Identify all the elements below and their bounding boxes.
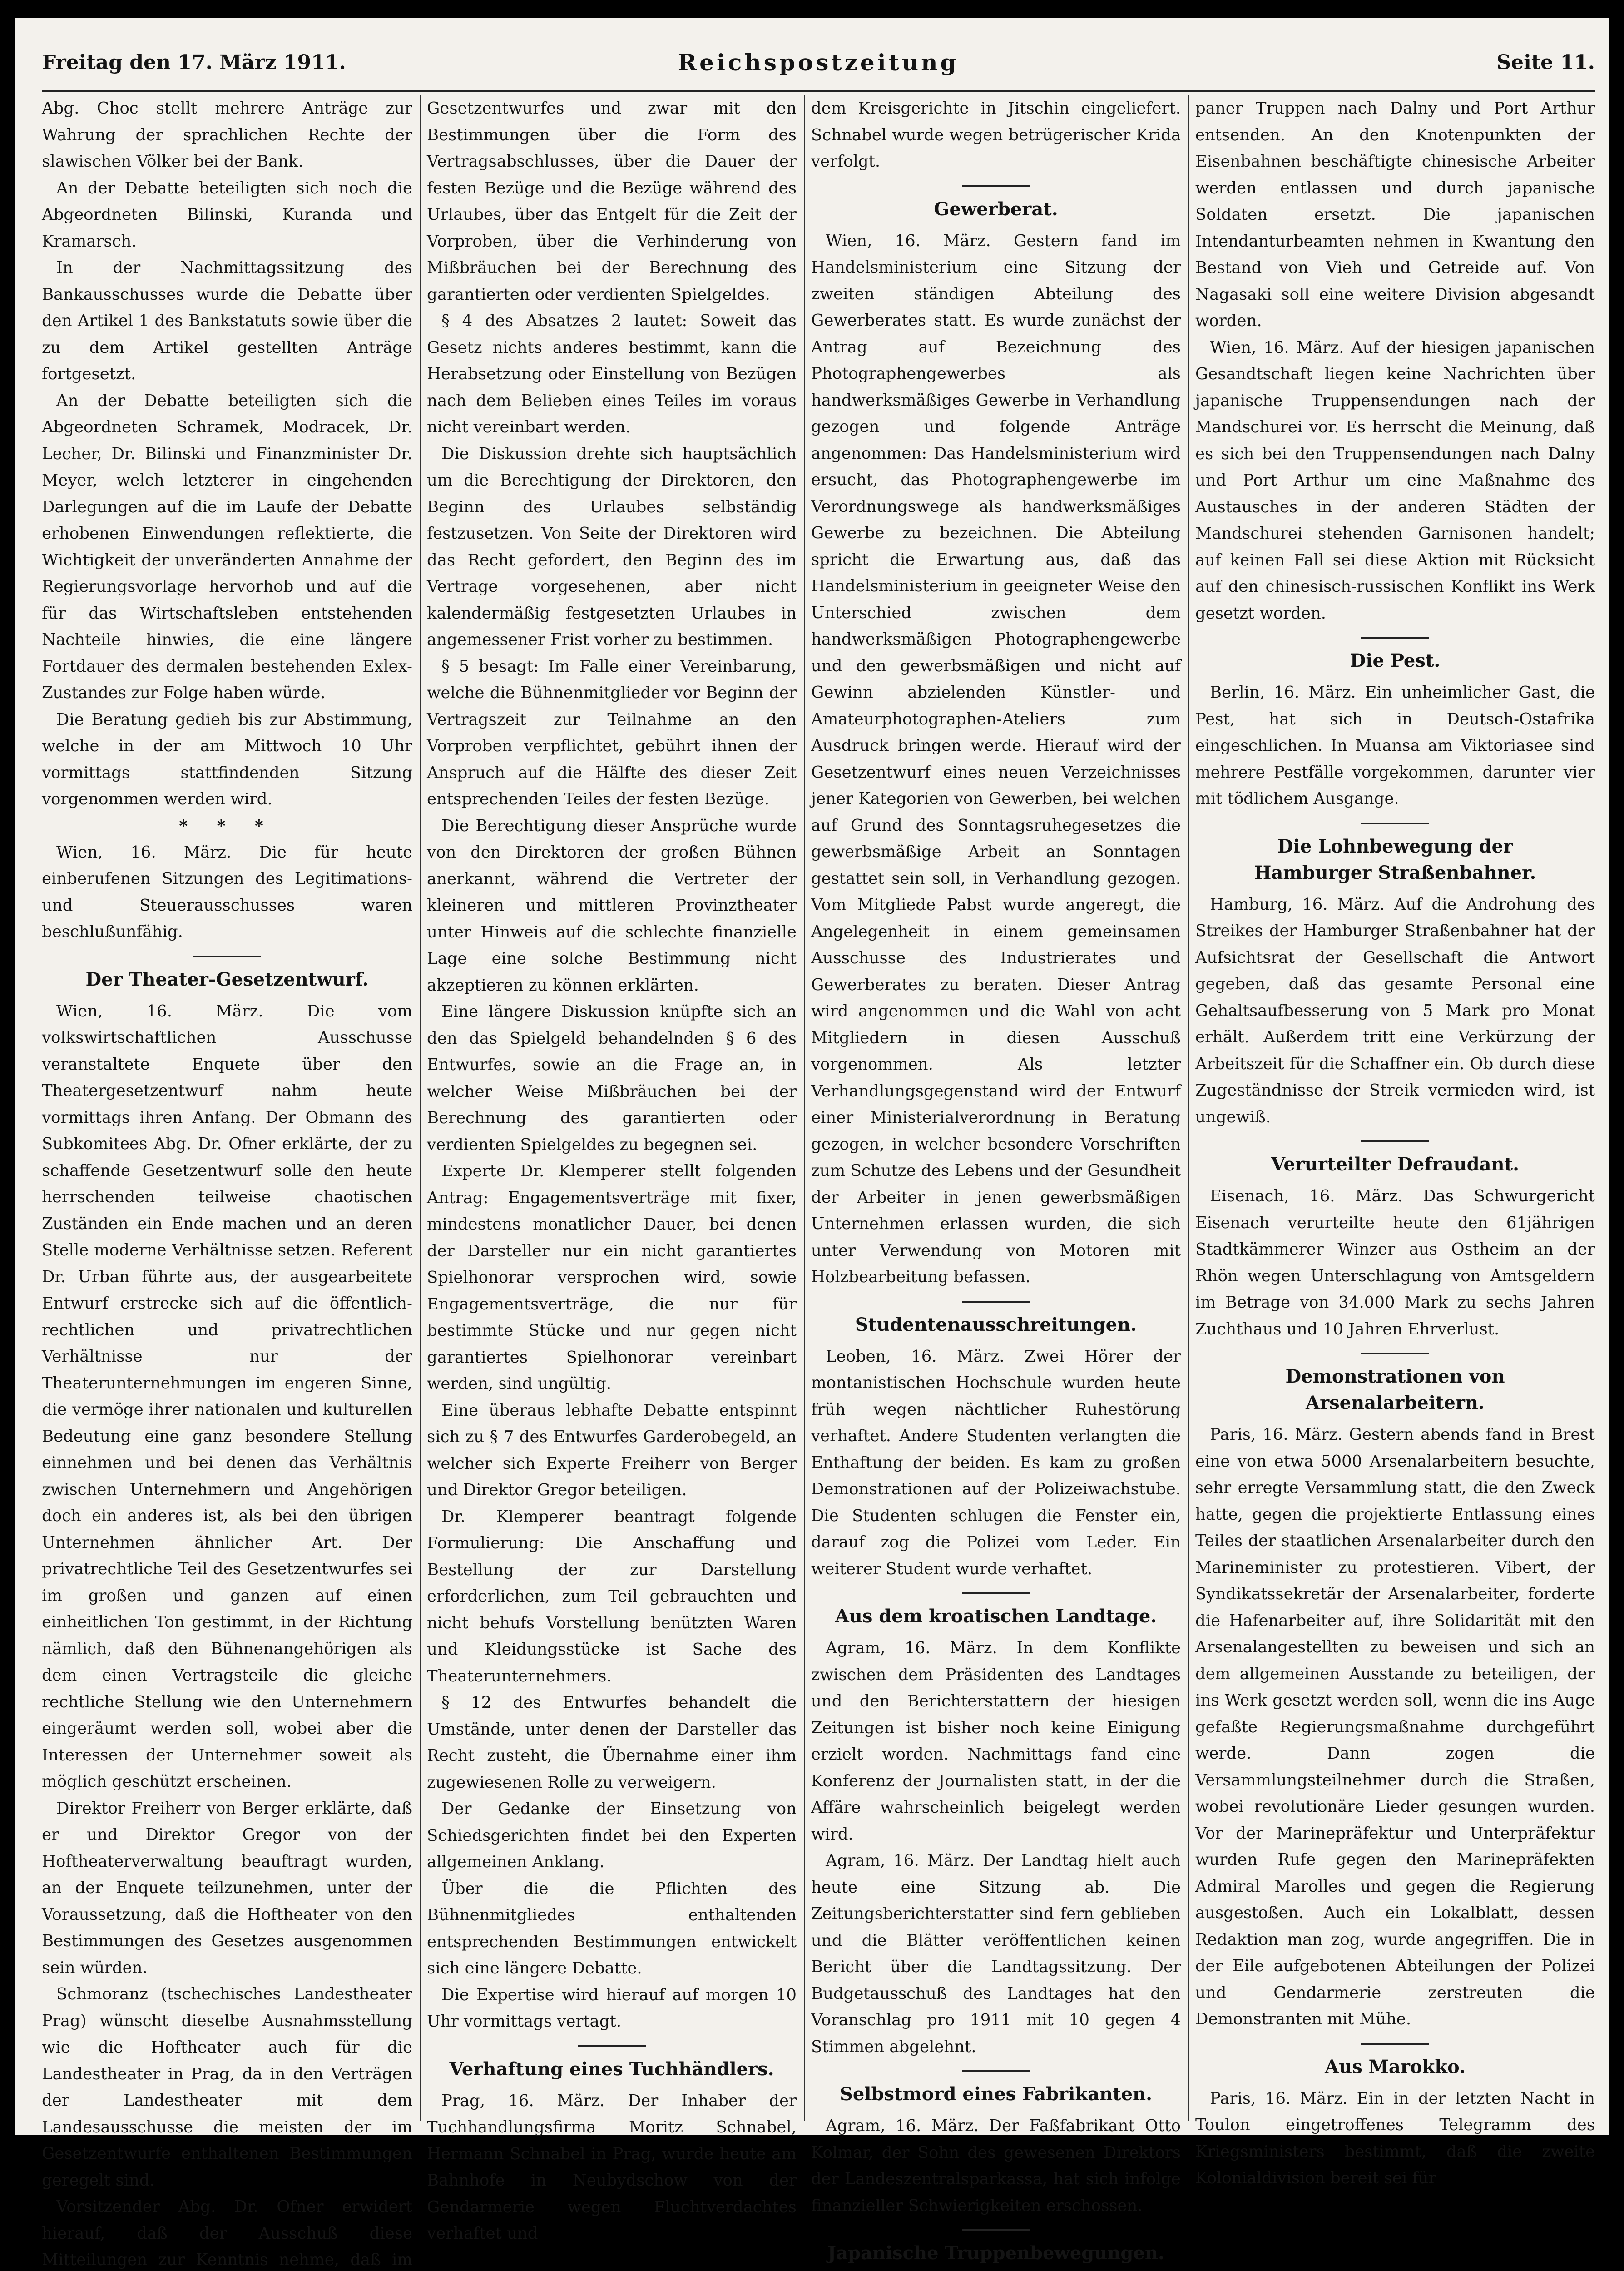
article-paragraph: Berlin, 16. März. Ein unheimlicher Gast, die Pest, hat sich in Deutsch-Ostafrika eingeschlichen. In Muansa am Viktoriasee sind mehrere Pestfälle vorgekommen, darunter vier mit tödlichem Ausgange. [1195,683,1595,808]
article-headline: Aus dem kroatischen Landtage. [835,1606,1157,1627]
article-paragraph: Experte Dr. Klemperer stellt folgenden Antrag: Engagementsverträge mit fixer, mindestens monatlicher Dauer, bei denen der Darsteller nur ein nicht garantiertes Spielhonorar versprochen wird, sowie Engagementsverträge, die nur für bestimmte Stücke und nur gegen nicht garantiertes Spielhonorar vereinbart werden, sind ungültig. [427,1162,797,1393]
article-separator [578,2045,646,2047]
article-paragraph: § 12 des Entwurfes behandelt die Umstände, unter denen der Darsteller das Recht zusteht, die Übernahme einer ihm zugewiesenen Rolle zu verweigern. [427,1693,797,1792]
article-paragraph: Eine längere Diskussion knüpfte sich an den das Spielgeld behandelnden § 6 des Entwurfes, sowie an die Frage an, in welcher Weise Mißbräuchen bei der Berechnung des garantierten oder verdienten Spielgeldes zu begegnen sei. [427,1002,797,1154]
article-headline: Gewerberat. [934,198,1058,220]
header-date: Freitag den 17. März 1911. [42,51,346,74]
article-paragraph: Direktor Freiherr von Berger erklärte, daß er und Direktor Gregor von der Hoftheaterverwaltung beauftragt wurden, an der Enquete teilzunehmen, unter der Voraussetzung, daß die Hoftheater von den Bestimmungen des Gesetzes ausgenommen sein würden. [42,1799,412,1977]
article-headline: Der Theater-Gesetzentwurf. [85,968,369,990]
column-rule [804,95,805,2121]
article-headline: Die Lohnbewegung der [1277,835,1513,857]
article-paragraph: Agram, 16. März. Der Faßfabrikant Otto Kolmar, der Sohn des gewesenen Direktors der Landeszentralsparkassa, hat sich infolge finanzieller Schwierigkeiten erschossen. [811,2117,1181,2215]
article-separator [962,185,1030,187]
column-4 [1195,95,1595,2187]
article-paragraph: Agram, 16. März. Der Landtag hielt auch heute eine Sitzung ab. Die Zeitungsberichterstatter sind fern geblieben und die Blätter veröffentlichen keinen Bericht über die Landtagssitzung. Der Budgetausschuß des Landtages hat den Voranschlag pro 1911 mit 10 gegen 4 Stimmen abgelehnt. [811,1851,1181,2056]
article-paragraph: Prag, 16. März. Der Inhaber der Tuchhandlungsfirma Moritz Schnabel, Hermann Schnabel in Prag, wurde heute am Bahnhofe in Neubydschow von der Gendarmerie wegen Fluchtverdachtes verhaftet und [427,2091,797,2243]
article-separator [962,1301,1030,1303]
article-paragraph: Paris, 16. März. Ein in der letzten Nacht in Toulon eingetroffenes Telegramm des Kriegsministers bestimmt, daß die zweite Kolonialdivision bereit sei für [1195,2089,1595,2187]
article-paragraph: § 5 besagt: Im Falle einer Vereinbarung, welche die Bühnenmitglieder vor Beginn der Vertragszeit zur Teilnahme an den Vorproben verpflichtet, gebührt ihnen der Anspruch auf die Hälfte des dieser Zeit entsprechenden Teiles der festen Bezüge. [427,657,797,808]
newspaper-name: Reichspostzeitung [678,49,959,76]
article-paragraph: Wien, 16. März. Gestern fand im Handelsministerium eine Sitzung der zweiten ständigen Abteilung des Gewerberates statt. Es wurde zunächst der Antrag auf Bezeichnung des Photographengewerbes als handwerksmäßiges Gewerbe in Verhandlung gezogen und folgende Anträge angenommen: Das Handelsministerium wird ersucht, das Photographengewerbe im Verordnungswege als handwerksmäßiges Gewerbe zu bezeichnen. Die Abteilung spricht die Erwartung aus, daß das Handelsministerium in geeigneter Weise den Unterschied zwischen dem handwerksmäßigen Photographengewerbe und den gewerbsmäßigen und nicht auf Gewinn abzielenden Künstler- und Amateurphotographen-Ateliers zum Ausdruck bringen werde. Hierauf wird der Gesetzentwurf eines neuen Verzeichnisses jener Kategorien von Gewerben, bei welchen auf Grund des Sonntagsruhegesetzes die gewerbsmäßige Arbeit an Sonntagen gestattet sein soll, in Verhandlung gezogen. Vom Mitgliede Pabst wurde angeregt, die Angelegenheit in einem gemeinsamen Ausschusse des Industrierates und Gewerberates zu beraten. Dieser Antrag wird angenommen und die Wahl von acht Mitgliedern in diesen Ausschuß vorgenommen. Als letzter Verhandlungsgegenstand wird der Entwurf einer Ministerialverordnung in Beratung gezogen, in welcher besondere Vorschriften zum Schutze des Lebens und der Gesundheit der Arbeiter in jenen gewerbsmäßigen Unternehmen erlassen wurden, die sich unter Verwendung von Motoren mit Holzbearbeitung befassen. [811,231,1181,1286]
article-separator [1361,637,1429,639]
article-paragraph: Agram, 16. März. In dem Konflikte zwischen dem Präsidenten des Landtages und den Berichterstattern der hiesigen Zeitungen ist bisher noch keine Einigung erzielt worden. Nachmittags fand eine Konferenz der Journalisten statt, in der die Affäre wahrscheinlich beigelegt werden wird. [811,1639,1181,1844]
article-paragraph: Hamburg, 16. März. Auf die Androhung des Streikes der Hamburger Straßenbahner hat der Aufsichtsrat der Gesellschaft die Antwort gegeben, daß das gesamte Personal eine Gehaltsaufbesserung von 5 Mark pro Monat erhält. Außerdem tritt eine Verkürzung der Arbeitszeit für die Schaffner ein. Ob durch diese Zugeständnisse der Streik vermieden wird, ist ungewiß. [1195,895,1595,1126]
article-paragraph: Eine überaus lebhafte Debatte entspinnt sich zu § 7 des Entwurfes Garderobegeld, an welcher sich Experte Freiherr von Berger und Direktor Gregor beteiligen. [427,1401,797,1499]
article-paragraph: An der Debatte beteiligten sich noch die Abgeordneten Bilinski, Kuranda und Kramarsch. [42,179,412,251]
article-separator [1361,823,1429,824]
article-paragraph: Schmoranz (tschechisches Landestheater Prag) wünscht dieselbe Ausnahmsstellung wie die Hoftheater auch für die Landestheater in Prag, da in den Verträgen der Landestheater mit dem Landesausschusse die meisten der im Gesetzentwurfe enthaltenen Bestimmungen geregelt sind. [42,1985,412,2190]
article-paragraph: Dr. Klemperer beantragt folgende Formulierung: Die Anschaffung und Bestellung der zur Darstellung erforderlichen, zum Teil gebrauchten und nicht behufs Vorstellung benützten Waren und Kleidungsstücke ist Sache des Theaterunternehmers. [427,1507,797,1686]
header-rule [42,90,1595,92]
article-paragraph: Abg. Choc stellt mehrere Anträge zur Wahrung der sprachlichen Rechte der slawischen Völker bei der Bank. [42,99,412,171]
article-separator [1361,1140,1429,1142]
article-headline: Japanische Truppenbewegungen. [827,2242,1164,2264]
page-header [42,45,1595,81]
column-rule [1188,95,1189,2121]
column-rule [420,95,421,2121]
article-separator [193,956,261,957]
article-headline: Selbstmord eines Fabrikanten. [839,2083,1153,2105]
article-separator [962,2229,1030,2231]
article-separator [962,1592,1030,1594]
article-paragraph: Die Diskussion drehte sich hauptsächlich um die Berechtigung der Direktoren, den Beginn des Urlaubes selbständig festzusetzen. Von Seite der Direktoren wird das Recht gefordert, den Beginn des im Vertrage vorgesehenen, aber nicht kalendermäßig festgesetzten Urlaubes in angemessener Frist vorher zu bestimmen. [427,444,797,649]
article-headline: Die Pest. [1350,650,1441,671]
article-paragraph: Gesetzentwurfes und zwar mit den Bestimmungen über die Form des Vertragsabschlusses, über die Dauer der festen Bezüge und die Bezüge während des Urlaubes, über das Entgelt für die Zeit der Vorproben, über die Verhinderung von Mißbräuchen bei der Berechnung des garantierten oder verdienten Spielgeldes. [427,99,797,304]
article-paragraph: Die Berechtigung dieser Ansprüche wurde von den Direktoren der großen Bühnen anerkannt, während die Vertreter der kleineren und mittleren Provinztheater unter Hinweis auf die schlechte finanzielle Lage eine solche Bestimmung nicht akzeptieren zu können erklärten. [427,816,797,995]
article-headline: Demonstrationen von Arsenalarbeitern. [1285,1366,1505,1413]
article-paragraph: Über die die Pflichten des Bühnenmitgliedes enthaltenden entsprechenden Bestimmungen entwickelt sich eine längere Debatte. [427,1879,797,1978]
article-paragraph: § 4 des Absatzes 2 lautet: Soweit das Gesetz nichts anderes bestimmt, kann die Herabsetzung oder Einstellung von Bezügen nach dem Belieben eines Teiles im voraus nicht vereinbart werden. [427,312,797,436]
article-paragraph: Der Gedanke der Einsetzung von Schiedsgerichten findet bei den Experten allgemeinen Anklang. [427,1800,797,1871]
page-number: Seite 11. [1496,51,1595,74]
article-paragraph: dem Kreisgerichte in Jitschin eingeliefert. Schnabel wurde wegen betrügerischer Krida verfolgt. [811,99,1181,171]
article-separator [1361,2043,1429,2045]
article-paragraph: Wien, 16. März. Die vom volkswirtschaftlichen Ausschusse veranstaltete Enquete über den Theatergesetzentwurf nahm heute vormittags ihren Anfang. Der Obmann des Subkomitees Abg. Dr. Ofner erklärte, der zu schaffende Gesetzentwurf solle den heute herrschenden teilweise chaotischen Zuständen ein Ende machen und an deren Stelle moderne Verhältnisse setzen. Referent Dr. Urban führte aus, der ausgearbeitete Entwurf erstrecke sich auf die öffentlich-rechtlichen und privatrechtlichen Verhältnisse nur der Theaterunternehmungen im engeren Sinne, die vermöge ihrer nationalen und kulturellen Bedeutung eine ganz besondere Stellung einnehmen und bei denen das Verhältnis zwischen Unternehmern und Angehörigen doch ein anderes ist, als bei den übrigen Unternehmen ähnlicher Art. Der privatrechtliche Teil des Gesetzentwurfes sei im großen und ganzen auf einen einheitlichen Ton gestimmt, in der Richtung nämlich, daß den Bühnenangehörigen als dem einen Vertragsteile die gleiche rechtliche Stellung wie den Unternehmern eingeräumt werden soll, wobei aber die Interessen der Unternehmer soweit als möglich geschützt erscheinen. [42,1002,412,1791]
article-paragraph: In der Nachmittagssitzung des Bankausschusses wurde die Debatte über den Artikel 1 des Bankstatuts sowie über die zu dem Artikel gestellten Anträge fortgesetzt. [42,258,412,383]
article-separator [1361,1353,1429,1354]
article-paragraph: Die Expertise wird hierauf auf morgen 10 Uhr vormittags vertagt. [427,1985,797,2031]
article-paragraph: Leoben, 16. März. Zwei Hörer der montanistischen Hochschule wurden heute früh wegen nächtlicher Ruhestörung verhaftet. Andere Studenten verlangten die Enthaftung der beiden. Es kam zu großen Demonstrationen auf der Polizeiwachstube. Die Studenten schlugen die Fenster ein, darauf zog die Polizei vom Leder. Ein weiterer Student wurde verhaftet. [811,1347,1181,1578]
article-paragraph: An der Debatte beteiligten sich die Abgeordneten Schramek, Modracek, Dr. Lecher, Dr. Bilinski und Finanzminister Dr. Meyer, welch letzterer in eingehenden Darlegungen auf die im Laufe der Debatte erhobenen Einwendungen reflektierte, die Wichtigkeit der unveränderten Annahme der Regierungsvorlage hervorhob und auf die für das Wirtschaftsleben entstehenden Nachteile hinwies, die eine längere Fortdauer des dermalen bestehenden Exlex-Zustandes zur Folge haben würde. [42,391,412,702]
article-paragraph: Die Beratung gedieh bis zur Abstimmung, welche in der am Mittwoch 10 Uhr vormittags stattfindenden Sitzung vorgenommen werden wird. [42,710,412,808]
article-paragraph: Vorsitzender Abg. Dr. Ofner erwidert hierauf, daß der Ausschuß diese Mitteilungen zur Kenntnis nehme, daß im [42,2197,412,2269]
article-paragraph: Paris, 16. März. Gestern abends fand in Brest eine von etwa 5000 Arsenalarbeitern besuchte, sehr erregte Versammlung statt, die den Zweck hatte, gegen die projektierte Entlassung eines Teiles der staatlichen Arsenalarbeiter durch den Marineminister zu protestieren. Vibert, der Syndikatssekretär der Arsenalarbeiter, forderte die Hafenarbeiter auf, ihre Solidarität mit den Arsenalangestellten zu beweisen und sich an dem allgemeinen Ausstande zu beteiligen, der ins Werk gesetzt werden soll, wenn die ins Auge gefaßte Regierungsmaßnahme durchgeführt werde. Dann zogen die Versammlungsteilnehmer durch die Straßen, wobei revolutionäre Lieder gesungen wurden. Vor der Marinepräfektur und Unterpräfektur wurden Rufe gegen den Marinepräfekten Admiral Marolles und gegen die Regierung ausgestoßen. Auch ein Lokalblatt, dessen Redaktion man zog, wurde angegriffen. Die in der Eile aufgebotenen Abteilungen der Polizei und Gendarmerie zerstreuten die Demonstranten mit Mühe. [1195,1425,1595,2028]
newspaper-page [15,18,1609,2269]
section-divider: * * * [179,816,275,836]
article-separator [962,2070,1030,2072]
article-headline: Verurteilter Defraudant. [1271,1154,1520,1175]
article-paragraph: Wien, 16. März. Die für heute einberufenen Sitzungen des Legitimations- und Steuerausschusses waren beschlußunfähig. [42,843,412,941]
article-headline: Verhaftung eines Tuchhändlers. [449,2058,774,2080]
article-paragraph: Eisenach, 16. März. Das Schwurgericht Eisenach verurteilte heute den 61jährigen Stadtkämmerer Winzer aus Ostheim an der Rhön wegen Unterschlagung von Amtsgeldern im Betrage von 34.000 Mark zu sechs Jahren Zuchthaus und 10 Jahren Ehrverlust. [1195,1187,1595,1339]
column-1 [42,95,412,2269]
article-headline: Hamburger Straßenbahner. [1254,862,1536,883]
column-3 [811,95,1181,2264]
column-2 [427,95,797,2243]
article-headline: Studentenausschreitungen. [855,1314,1137,1335]
article-paragraph: Wien, 16. März. Auf der hiesigen japanischen Gesandtschaft liegen keine Nachrichten über japanische Truppensendungen nach der Mandschurei vor. Es herrscht die Meinung, daß es sich bei den Truppensendungen nach Dalny und Port Arthur um eine Maßnahme des Austausches in der anderen Städten der Mandschurei stehenden Garnisonen handelt; auf keinen Fall sei diese Aktion mit Rücksicht auf den chinesisch-russischen Konflikt ins Werk gesetzt worden. [1195,338,1595,623]
article-paragraph: paner Truppen nach Dalny und Port Arthur entsenden. An den Knotenpunkten der Eisenbahnen beschäftigte chinesische Arbeiter werden entlassen und durch japanische Soldaten ersetzt. Die japanischen Intendanturbeamten nehmen in Kwantung den Bestand von Vieh und Getreide auf. Von Nagasaki soll eine weitere Division abgesandt worden. [1195,99,1595,330]
article-headline: Aus Marokko. [1325,2056,1466,2078]
